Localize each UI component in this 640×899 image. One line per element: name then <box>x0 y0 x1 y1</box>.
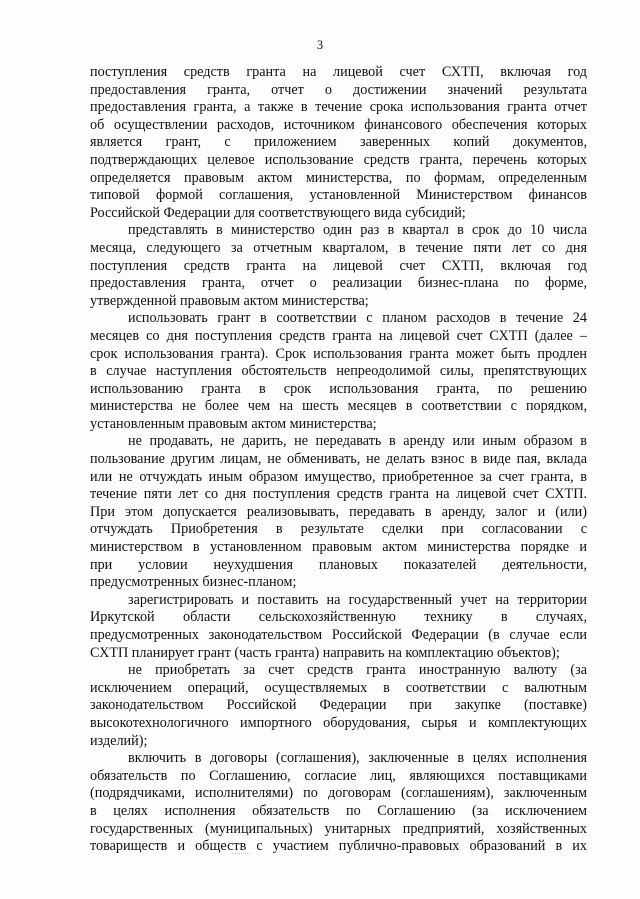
text-line: представлять в министерство один раз в квартал в срок до 10 числа <box>128 222 587 239</box>
text-line: использованию гранта в срок использования гранта, по решению <box>90 380 587 397</box>
text-line: течение пяти лет со дня поступления средств гранта на лицевой счет СХТП. <box>90 486 587 503</box>
text-line: об осуществлении расходов, источником финансового обеспечения которых <box>90 116 587 133</box>
text-line: государственных (муниципальных) унитарных предприятий, хозяйственных <box>90 820 587 837</box>
paragraph <box>90 64 587 222</box>
text-line: высокотехнологичного импортного оборудования, сырья и комплектующих <box>90 714 587 731</box>
text-line: обязательств по Соглашению, согласие лиц, являющихся поставщиками <box>90 767 587 784</box>
page-number: 3 <box>316 38 324 52</box>
text-line: товариществ и обществ с участием публично-правовых образований в их <box>90 838 587 855</box>
text-line: При этом допускается реализовывать, передавать в аренду, залог и (или) <box>90 503 587 520</box>
text-line: СХТП планирует грант (часть гранта) направить на комплектацию объектов); <box>90 644 560 661</box>
text-line: установленным правовым актом министерства; <box>90 415 377 432</box>
text-line: не продавать, не дарить, не передавать в аренду или иным образом в <box>128 433 587 450</box>
text-line: пользование другим лицам, не обменивать, не делать взнос в виде пая, вклада <box>90 451 587 468</box>
text-line: месяца, следующего за отчетным кварталом, в течение пяти лет со дня <box>90 239 587 256</box>
text-line: предусмотренных бизнес-планом; <box>90 574 297 591</box>
text-line: поступления средств гранта на лицевой счет СХТП, включая год <box>90 257 587 274</box>
text-line: предусмотренных законодательством Российской Федерации (в случае если <box>90 627 587 643</box>
text-line: в целях исполнения обязательств по Соглашению (за исключением <box>90 802 587 819</box>
text-line: отчуждать Приобретения в результате сделки при согласовании с <box>90 521 587 538</box>
paragraph <box>90 433 587 591</box>
text-line: срок использования гранта). Срок использования гранта может быть продлен <box>90 345 587 362</box>
text-line: утвержденной правовым актом министерства; <box>90 292 369 309</box>
text-line: или не отчуждать иным образом имущество, приобретенное за счет гранта, в <box>90 468 587 485</box>
paragraph <box>90 310 587 433</box>
scan-mark <box>232 852 250 854</box>
text-line: исключением операций, осуществляемых в соответствии с валютным <box>90 679 587 696</box>
text-line: подтверждающих целевое использование средств гранта, перечень которых <box>90 151 587 168</box>
text-line: определяется правовым актом министерства, по формам, определенным <box>90 169 587 186</box>
text-line: месяцев со дня поступления средств гранта на лицевой счет СХТП (далее – <box>90 327 587 344</box>
text-line: (подрядчиками, исполнителями) по договорам (соглашениям), заключенным <box>90 785 587 802</box>
text-line: Российской Федерации для соответствующего вида субсидий; <box>90 204 466 221</box>
text-line: типовой формой соглашения, установленной Министерством финансов <box>90 187 587 204</box>
text-line: министерства не более чем на шесть месяцев в соответствии с порядком, <box>90 398 587 415</box>
text-line: при условии неухудшения плановых показателей деятельности, <box>90 556 587 573</box>
text-line: предоставления гранта, а также в течение срока использования гранта отчет <box>90 99 587 116</box>
paragraph <box>90 750 587 856</box>
text-line: предоставления гранта, отчет о достижении значений результата <box>90 81 587 98</box>
text-line: министерством в установленном правовым актом министерства порядке и <box>90 539 587 556</box>
text-line: в случае наступления обстоятельств непреодолимой силы, препятствующих <box>90 363 587 380</box>
document-body <box>90 64 587 856</box>
paragraph <box>90 592 587 662</box>
paragraph <box>90 662 587 750</box>
text-line: использовать грант в соответствии с планом расходов в течение 24 <box>128 310 587 327</box>
paragraph <box>90 222 587 310</box>
text-line: зарегистрировать и поставить на государственный учет на территории <box>128 591 587 608</box>
text-line: Иркутской области сельскохозяйственную технику в случаях, <box>90 609 587 626</box>
text-line: является грант, с приложением заверенных копий документов, <box>90 134 587 151</box>
text-line: включить в договоры (соглашения), заключенные в целях исполнения <box>128 750 587 767</box>
text-line: не приобретать за счет средств гранта иностранную валюту (за <box>128 662 587 679</box>
text-line: поступления средств гранта на лицевой счет СХТП, включая год <box>90 64 587 80</box>
text-line: изделий); <box>90 732 148 749</box>
text-line: законодательством Российской Федерации при закупке (поставке) <box>90 697 587 714</box>
text-line: предоставления гранта, отчет о реализации бизнес-плана по форме, <box>90 275 587 292</box>
